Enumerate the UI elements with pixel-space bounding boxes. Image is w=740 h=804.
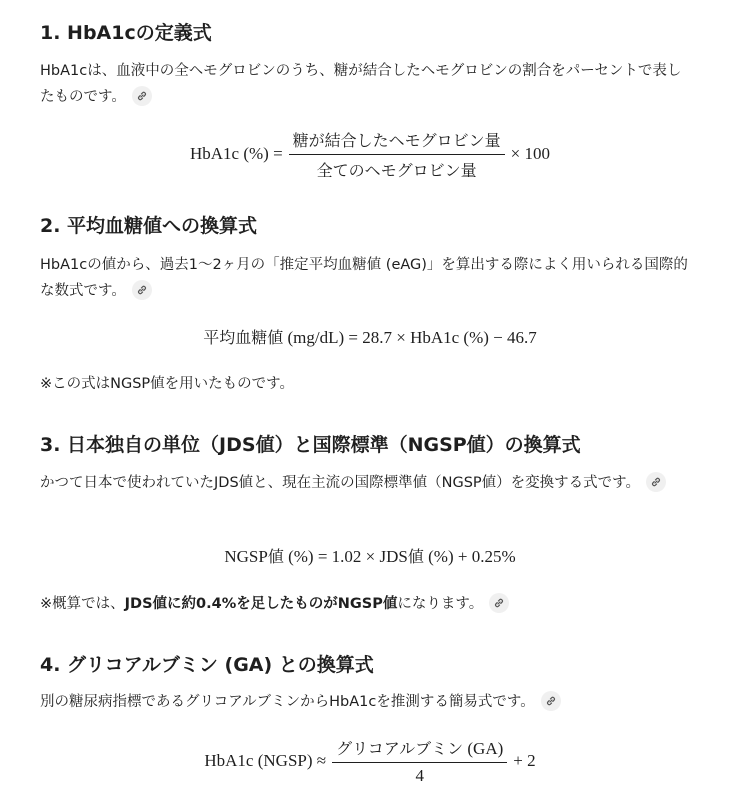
equation-3 [0,542,740,568]
section-4-heading: 4. グリコアルブミン (GA) との換算式 [40,654,374,676]
link-button[interactable] [646,472,666,492]
eq4-numerator-rest: (GA) [463,739,504,758]
section-2-note: ※この式はNGSP値を用いたものです。 [40,376,295,392]
equation-1 [0,130,740,178]
eq3-jds-jp: 値 [407,546,424,566]
section-4-text-body: 別の糖尿病指標であるグリコアルブミンからHbA1cを推測する簡易式です。 [40,694,535,710]
section-4-text [40,689,690,715]
eq4-lhs: HbA1c (NGSP) ≈ [204,751,327,770]
eq3-end: (%) + 0.25% [423,546,516,566]
eq3-ngsp: NGSP [224,546,268,566]
eq4-numerator [332,736,507,763]
eq1-denominator: 全てのヘモグロビン量 [316,160,477,180]
eq4-denominator: 4 [415,766,424,785]
eq3-ngsp-jp: 値 [267,546,284,566]
note-emphasis: JDS値に約0.4%を足したものがNGSP値 [124,596,398,612]
section-2-text-body: HbA1cの値から、過去1〜2ヶ月の「推定平均血糖値 (eAG)」を算出する際によく用いられる国際的な数式です。 [40,257,688,299]
link-button[interactable] [132,280,152,300]
eq2-rest: (mg/dL) = 28.7 × HbA1c (%) − 46.7 [283,327,537,347]
section-1-text [40,58,690,110]
section-3-note [40,592,509,616]
note-suffix: になります。 [397,596,484,612]
section-1-heading: 1. HbA1cの定義式 [40,22,212,44]
eq1-rhs: × 100 [510,144,551,163]
section-3-heading: 3. 日本独自の単位（JDS値）と国際標準（NGSP値）の換算式 [40,434,581,456]
equation-4 [0,736,740,786]
eq1-fraction [289,128,505,181]
eq4-numerator-jp: グリコアルブミン [336,739,464,758]
section-2-text [40,252,690,304]
link-button[interactable] [132,86,152,106]
link-button[interactable] [541,691,561,711]
eq4-rhs: + 2 [513,751,536,770]
eq4-fraction [332,736,507,786]
section-2-heading: 2. 平均血糖値への換算式 [40,215,258,237]
note-prefix: ※概算では、 [40,596,125,612]
eq1-numerator: 糖が結合したヘモグロビン量 [289,128,505,155]
equation-2 [0,323,740,349]
eq3-mid: (%) = 1.02 × JDS [283,546,408,566]
link-button[interactable] [489,593,509,613]
eq1-lhs: HbA1c (%) = [189,144,283,163]
section-3-text [40,470,690,496]
section-3-text-body: かつて日本で使われていたJDS値と、現在主流の国際標準値（NGSP値）を変換する式です。 [40,475,641,491]
eq2-jp: 平均血糖値 [203,327,284,347]
section-1-text-body: HbA1cは、血液中の全ヘモグロビンのうち、糖が結合したヘモグロビンの割合をパーセントで表したものです。 [40,63,682,105]
